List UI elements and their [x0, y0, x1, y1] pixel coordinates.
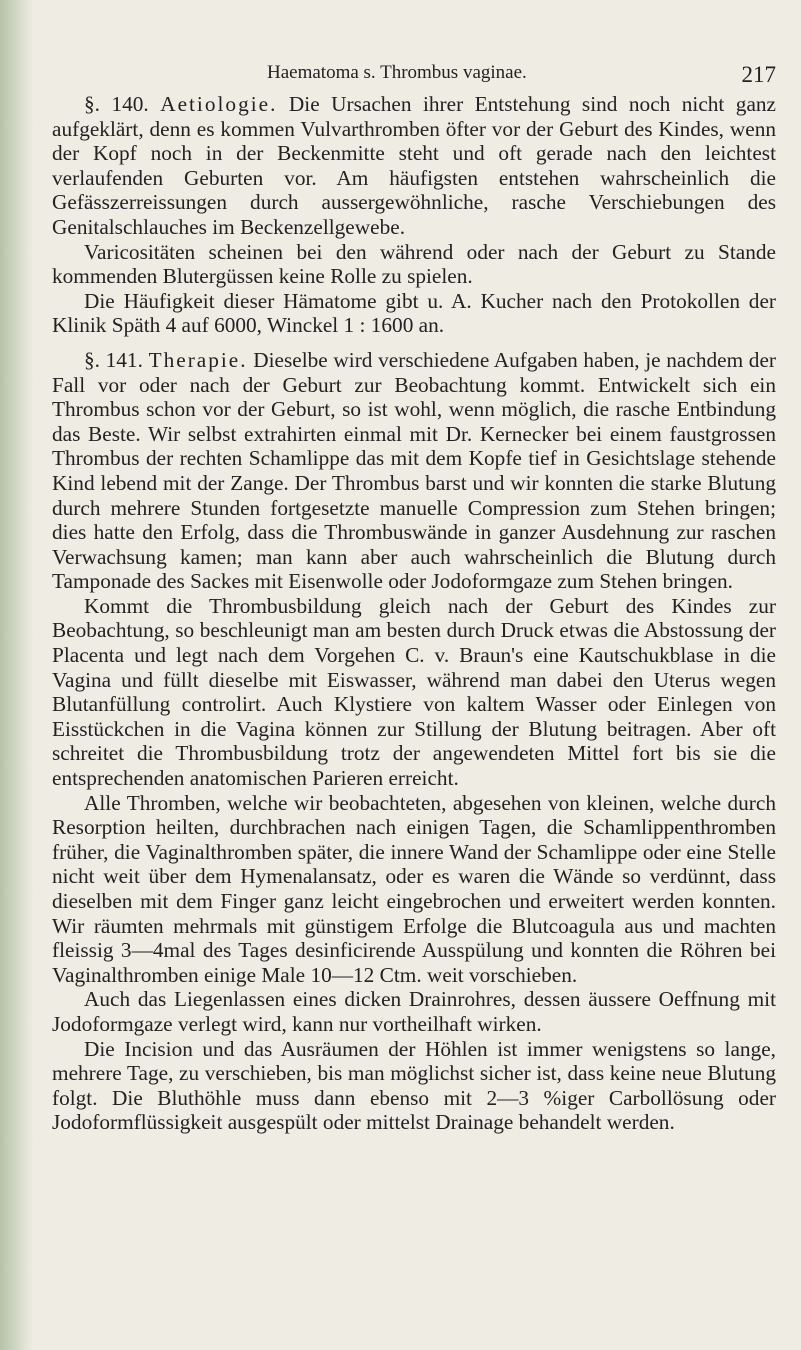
section-number: §. 141. [84, 347, 143, 372]
paragraph: Die Häufigkeit dieser Hämatome gibt u. A. Kucher nach den Protokollen der Klinik Späth 4 auf 6000, Winckel 1 : 1600 an. [52, 288, 776, 338]
section-heading: Therapie. [148, 347, 248, 372]
body-text [52, 92, 776, 1135]
book-page [52, 52, 776, 1135]
paragraph: Varicositäten scheinen bei den während oder nach der Geburt zu Stande kommenden Blutergüssen keine Rolle zu spielen. [52, 239, 776, 289]
paragraph: Auch das Liegenlassen eines dicken Drainrohres, dessen äussere Oeffnung mit Jodoformgaze verlegt wird, kann nur vortheilhaft wirken. [52, 987, 776, 1036]
paragraph-aetiologie [52, 92, 776, 240]
page-header [52, 52, 776, 92]
running-head: Haematoma s. Thrombus vaginae. [267, 62, 527, 83]
page-binding-shadow [0, 0, 34, 1350]
paragraph: Die Incision und das Ausräumen der Höhlen ist immer wenigstens so lange, mehrere Tage, zu verschieben, bis man möglichst sicher ist, dass keine neue Blutung folgt. Die Bluthöhle muss dann ebenso mit 2—3 %iger Carbollösung oder Jodoformflüssigkeit ausgespült oder mittelst Drainage behandelt werden. [52, 1036, 776, 1135]
paragraph: Kommt die Thrombusbildung gleich nach der Geburt des Kindes zur Beobachtung, so beschleunigt man am besten durch Druck etwas die Abstossung der Placenta und legt nach dem Vorgehen C. v. Braun's eine Kautschukblase in die Vagina und füllt dieselbe mit Eiswasser, während man dabei den Uterus wegen Blutanfüllung controlirt. Auch Klystiere von kaltem Wasser oder Einlegen von Eisstückchen in die Vagina können zur Stillung der Blutung beitragen. Aber oft schreitet die Thrombusbildung trotz der angewendeten Mittel fort bis sie die entsprechenden anatomischen Parieren erreicht. [52, 593, 776, 791]
page-number: 217 [741, 62, 776, 87]
section-number: §. 140. [84, 92, 149, 116]
section-heading: Aetiologie. [160, 92, 278, 116]
paragraph-therapie [52, 348, 776, 594]
paragraph-text: Die Ursachen ihrer Entstehung sind noch nicht ganz aufgeklärt, denn es kommen Vulvarthromben öfter vor der Geburt des Kindes, wenn der Kopf noch in der Beckenmitte steht und oft gerade nach den leichtest verlaufenden Geburten vor. Am häufigsten entstehen wahrscheinlich die Gefässzerreissungen durch aussergewöhnliche, rasche Verschiebungen des Genitalschlauches im Beckenzellgewebe. [52, 92, 776, 239]
paragraph-text: Dieselbe wird verschiedene Aufgaben haben, je nachdem der Fall vor oder nach der Geburt zur Beobachtung kommt. Entwickelt sich ein Thrombus schon vor der Geburt, so ist wohl, wenn möglich, die rasche Entbindung das Beste. Wir selbst extrahirten einmal mit Dr. Kernecker bei einem faustgrossen Thrombus der rechten Schamlippe das mit dem Kopfe tief in Gesichtslage stehende Kind lebend mit der Zange. Der Thrombus barst und wir konnten die starke Blutung durch mehrere Stunden fortgesetzte manuelle Compression zum Stehen bringen; dies hatte den Erfolg, dass die Thrombuswände in ganzer Ausdehnung zur raschen Verwachsung kamen; man kann aber auch wahrscheinlich die Blutung durch Tamponade des Sackes mit Eisenwolle oder Jodoformgaze zum Stehen bringen. [52, 347, 776, 594]
paragraph: Alle Thromben, welche wir beobachteten, abgesehen von kleinen, welche durch Resorption heilten, durchbrachen nach einigen Tagen, die Schamlippenthromben früher, die Vaginalthromben später, die innere Wand der Schamlippe oder eine Stelle nicht weit über dem Hymenalansatz, oder es waren die Wände so verdünnt, dass dieselben mit dem Finger ganz leicht eingebrochen und erweitert werden konnten. Wir räumten mehrmals mit günstigem Erfolge die Blutcoagula aus und machten fleissig 3—4mal des Tages desinficirende Ausspülung und konnten die Röhren bei Vaginalthromben einige Male 10—12 Ctm. weit vorschieben. [52, 790, 776, 987]
